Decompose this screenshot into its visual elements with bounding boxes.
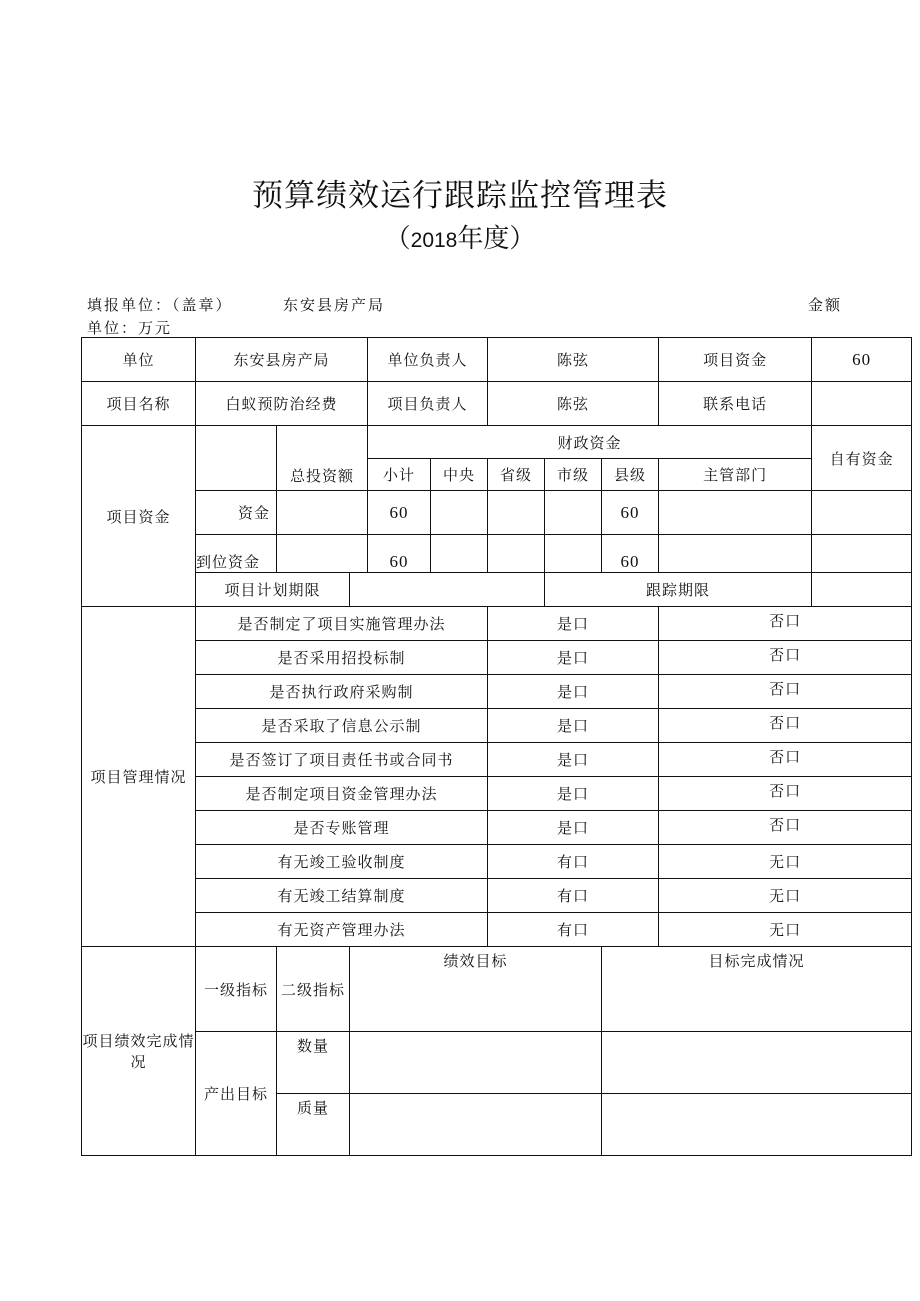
performance-section-label: 项目绩效完成情况 [82,947,196,1156]
fill-unit-value: 东安县房产局 [283,296,386,314]
col-province: 省级 [488,459,545,491]
amount-label: 金额 [808,296,843,314]
arrived-self [812,535,912,573]
arrived-province [488,535,545,573]
mgmt-question: 有无竣工验收制度 [196,845,488,879]
mgmt-row [82,675,912,709]
management-section-label: 项目管理情况 [82,607,196,947]
phone-label: 联系电话 [659,382,812,426]
col-county: 县级 [602,459,659,491]
project-head-value: 陈弦 [488,382,659,426]
mgmt-no: 无口 [659,879,912,913]
funds-province [488,491,545,535]
funds-city [545,491,602,535]
level2-label: 二级指标 [277,947,350,1032]
mgmt-question: 是否专账管理 [196,811,488,845]
funds-section-label: 项目资金 [82,426,196,607]
mgmt-yes: 是口 [488,641,659,675]
performance-header-row [82,947,912,1032]
plan-period-value [350,573,545,607]
funds-corner-cell [196,426,277,491]
completion-label: 目标完成情况 [602,947,912,1032]
project-funds-label: 项目资金 [659,338,812,382]
mgmt-question: 是否执行政府采购制 [196,675,488,709]
funds-row-label: 资金 [196,491,277,535]
mgmt-no: 否口 [659,811,912,845]
funds-total [277,491,368,535]
funds-central [431,491,488,535]
level1-label: 一级指标 [196,947,277,1032]
mgmt-row [82,743,912,777]
quantity-row [82,1032,912,1094]
mgmt-no: 否口 [659,607,912,641]
col-subtotal: 小计 [368,459,431,491]
mgmt-yes: 是口 [488,607,659,641]
mgmt-row [82,845,912,879]
unit-head-label: 单位负责人 [368,338,488,382]
budget-monitoring-table [81,337,912,1156]
mgmt-question: 是否签订了项目责任书或合同书 [196,743,488,777]
mgmt-row [82,879,912,913]
arrived-total [277,535,368,573]
mgmt-yes: 有口 [488,879,659,913]
mgmt-question: 有无资产管理办法 [196,913,488,947]
col-central: 中央 [431,459,488,491]
mgmt-row [82,709,912,743]
funds-header-row-1 [82,426,912,459]
unit-head-value: 陈弦 [488,338,659,382]
track-period-value [812,573,912,607]
arrived-subtotal: 60 [368,535,431,573]
project-row [82,382,912,426]
arrived-department [659,535,812,573]
target-label: 绩效目标 [350,947,602,1032]
arrived-city [545,535,602,573]
col-city: 市级 [545,459,602,491]
project-name-value: 白蚁预防治经费 [196,382,368,426]
mgmt-yes: 是口 [488,743,659,777]
col-department: 主管部门 [659,459,812,491]
unit-label: 单位 [82,338,196,382]
phone-value [812,382,912,426]
quality-target [350,1094,602,1156]
mgmt-row [82,641,912,675]
self-funds-label: 自有资金 [812,426,912,491]
quantity-completion [602,1032,912,1094]
total-investment-label: 总投资额 [277,426,368,491]
quantity-label: 数量 [277,1032,350,1094]
output-target-label: 产出目标 [196,1032,277,1156]
mgmt-question: 是否制定了项目实施管理办法 [196,607,488,641]
fiscal-funds-label: 财政资金 [368,426,812,459]
funds-row [82,491,912,535]
track-period-label: 跟踪期限 [545,573,812,607]
arrived-funds-label: 到位资金 [196,535,277,573]
unit-row [82,338,912,382]
mgmt-yes: 是口 [488,777,659,811]
mgmt-no: 否口 [659,641,912,675]
funds-self [812,491,912,535]
mgmt-yes: 是口 [488,675,659,709]
funds-subtotal: 60 [368,491,431,535]
unit-label: 单位：万元 [87,319,173,337]
funds-county: 60 [602,491,659,535]
quality-completion [602,1094,912,1156]
mgmt-yes: 是口 [488,811,659,845]
mgmt-no: 否口 [659,709,912,743]
mgmt-question: 是否采用招投标制 [196,641,488,675]
mgmt-yes: 有口 [488,845,659,879]
mgmt-no: 无口 [659,913,912,947]
unit-value: 东安县房产局 [196,338,368,382]
page-subtitle [0,218,920,255]
period-row [82,573,912,607]
page-title: 预算绩效运行跟踪监控管理表 [252,178,668,214]
subtitle-suffix: 年度） [457,224,536,254]
mgmt-row [82,811,912,845]
quantity-target [350,1032,602,1094]
mgmt-yes: 有口 [488,913,659,947]
arrived-funds-row [82,535,912,573]
subtitle-prefix: （ [384,224,411,254]
arrived-county: 60 [602,535,659,573]
mgmt-no: 否口 [659,743,912,777]
project-head-label: 项目负责人 [368,382,488,426]
mgmt-row [82,913,912,947]
mgmt-no: 否口 [659,675,912,709]
arrived-central [431,535,488,573]
project-name-label: 项目名称 [82,382,196,426]
mgmt-no: 否口 [659,777,912,811]
mgmt-question: 是否采取了信息公示制 [196,709,488,743]
mgmt-row [82,607,912,641]
mgmt-question: 是否制定项目资金管理办法 [196,777,488,811]
mgmt-row [82,777,912,811]
fill-unit-label: 填报单位：（盖章） [87,296,233,314]
plan-period-label: 项目计划期限 [196,573,350,607]
quality-label: 质量 [277,1094,350,1156]
mgmt-no: 无口 [659,845,912,879]
mgmt-yes: 是口 [488,709,659,743]
funds-department [659,491,812,535]
mgmt-question: 有无竣工结算制度 [196,879,488,913]
project-funds-value: 60 [812,338,912,382]
subtitle-year: 2018 [410,229,458,252]
